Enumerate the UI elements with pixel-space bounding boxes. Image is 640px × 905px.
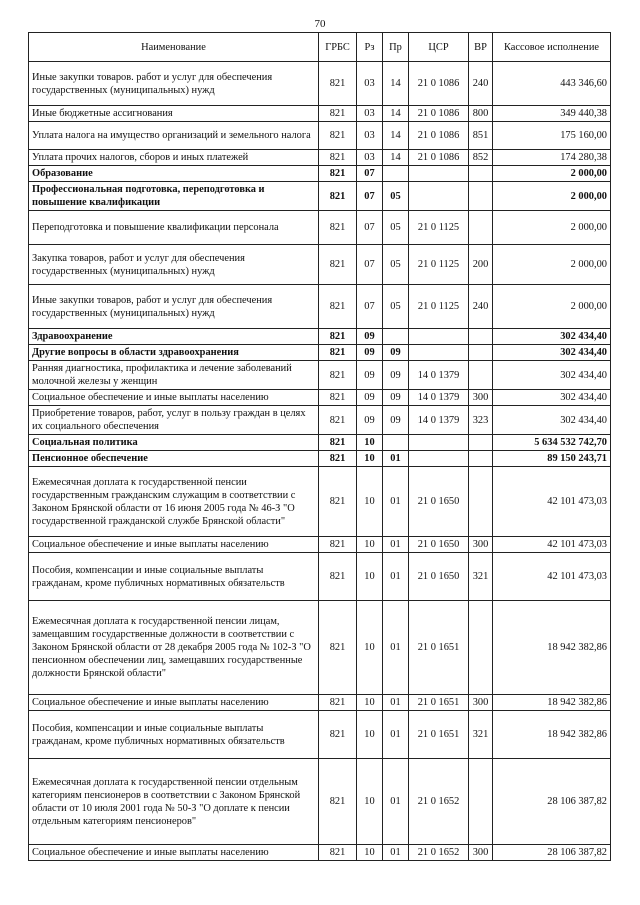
cell-csr: 21 0 1651 <box>409 711 469 759</box>
cell-name: Уплата прочих налогов, сборов и иных платежей <box>29 150 319 166</box>
cell-rz: 10 <box>357 711 383 759</box>
cell-name: Образование <box>29 166 319 182</box>
cell-vr <box>469 329 493 345</box>
cell-pr: 05 <box>383 285 409 329</box>
cell-grbs: 821 <box>319 361 357 390</box>
cell-csr: 14 0 1379 <box>409 361 469 390</box>
cell-amount: 174 280,38 <box>493 150 611 166</box>
cell-amount: 18 942 382,86 <box>493 601 611 695</box>
cell-csr <box>409 451 469 467</box>
cell-grbs: 821 <box>319 601 357 695</box>
cell-vr <box>469 759 493 845</box>
cell-vr: 852 <box>469 150 493 166</box>
cell-pr: 01 <box>383 451 409 467</box>
cell-rz: 07 <box>357 285 383 329</box>
cell-rz: 03 <box>357 122 383 150</box>
table-row <box>29 695 611 711</box>
cell-amount: 2 000,00 <box>493 245 611 285</box>
cell-amount: 2 000,00 <box>493 211 611 245</box>
cell-vr: 321 <box>469 553 493 601</box>
cell-grbs: 821 <box>319 435 357 451</box>
cell-amount: 2 000,00 <box>493 182 611 211</box>
cell-amount: 18 942 382,86 <box>493 711 611 759</box>
cell-name: Переподготовка и повышение квалификации персонала <box>29 211 319 245</box>
cell-amount: 302 434,40 <box>493 361 611 390</box>
cell-amount: 2 000,00 <box>493 285 611 329</box>
table-row <box>29 245 611 285</box>
table-row <box>29 182 611 211</box>
cell-name: Социальное обеспечение и иные выплаты населению <box>29 845 319 861</box>
cell-rz: 03 <box>357 106 383 122</box>
cell-name: Пенсионное обеспечение <box>29 451 319 467</box>
cell-rz: 09 <box>357 406 383 435</box>
cell-amount: 175 160,00 <box>493 122 611 150</box>
table-row <box>29 845 611 861</box>
cell-name: Другие вопросы в области здравоохранения <box>29 345 319 361</box>
cell-name: Социальная политика <box>29 435 319 451</box>
cell-csr <box>409 166 469 182</box>
header-grbs: ГРБС <box>319 33 357 62</box>
header-vr: ВР <box>469 33 493 62</box>
cell-grbs: 821 <box>319 245 357 285</box>
cell-csr: 21 0 1086 <box>409 106 469 122</box>
cell-grbs: 821 <box>319 345 357 361</box>
cell-amount: 89 150 243,71 <box>493 451 611 467</box>
table-row <box>29 467 611 537</box>
table-row <box>29 390 611 406</box>
cell-pr: 01 <box>383 467 409 537</box>
cell-csr: 21 0 1650 <box>409 553 469 601</box>
cell-pr: 01 <box>383 845 409 861</box>
cell-name: Пособия, компенсации и иные социальные выплаты гражданам, кроме публичных нормативных обязательств <box>29 553 319 601</box>
cell-csr: 21 0 1650 <box>409 467 469 537</box>
cell-rz: 07 <box>357 182 383 211</box>
cell-vr: 300 <box>469 695 493 711</box>
header-row <box>29 33 611 62</box>
cell-name: Приобретение товаров, работ, услуг в пользу граждан в целях их социального обеспечения <box>29 406 319 435</box>
table-row <box>29 106 611 122</box>
cell-rz: 07 <box>357 245 383 285</box>
cell-vr: 321 <box>469 711 493 759</box>
cell-rz: 10 <box>357 695 383 711</box>
table-row <box>29 537 611 553</box>
cell-grbs: 821 <box>319 182 357 211</box>
cell-rz: 10 <box>357 553 383 601</box>
cell-rz: 07 <box>357 211 383 245</box>
cell-vr <box>469 467 493 537</box>
cell-name: Иные закупки товаров, работ и услуг для обеспечения государственных (муниципальных) нужд <box>29 285 319 329</box>
cell-grbs: 821 <box>319 845 357 861</box>
cell-grbs: 821 <box>319 467 357 537</box>
cell-csr: 14 0 1379 <box>409 390 469 406</box>
cell-name: Иные бюджетные ассигнования <box>29 106 319 122</box>
cell-grbs: 821 <box>319 537 357 553</box>
cell-csr <box>409 345 469 361</box>
cell-name: Профессиональная подготовка, переподготовка и повышение квалификации <box>29 182 319 211</box>
cell-grbs: 821 <box>319 122 357 150</box>
cell-csr <box>409 182 469 211</box>
cell-grbs: 821 <box>319 406 357 435</box>
cell-csr: 21 0 1650 <box>409 537 469 553</box>
cell-rz: 10 <box>357 601 383 695</box>
cell-amount: 42 101 473,03 <box>493 467 611 537</box>
cell-amount: 349 440,38 <box>493 106 611 122</box>
cell-rz: 10 <box>357 759 383 845</box>
table-row <box>29 759 611 845</box>
cell-amount: 42 101 473,03 <box>493 537 611 553</box>
cell-pr: 09 <box>383 361 409 390</box>
cell-csr: 21 0 1652 <box>409 759 469 845</box>
cell-rz: 09 <box>357 390 383 406</box>
cell-vr <box>469 451 493 467</box>
cell-pr: 09 <box>383 390 409 406</box>
cell-name: Социальное обеспечение и иные выплаты населению <box>29 390 319 406</box>
cell-vr <box>469 166 493 182</box>
cell-csr <box>409 329 469 345</box>
header-amount: Кассовое исполнение <box>493 33 611 62</box>
cell-pr: 05 <box>383 182 409 211</box>
cell-amount: 302 434,40 <box>493 406 611 435</box>
cell-amount: 18 942 382,86 <box>493 695 611 711</box>
cell-vr: 240 <box>469 62 493 106</box>
cell-csr: 21 0 1086 <box>409 122 469 150</box>
cell-grbs: 821 <box>319 106 357 122</box>
cell-pr <box>383 435 409 451</box>
cell-amount: 2 000,00 <box>493 166 611 182</box>
cell-grbs: 821 <box>319 285 357 329</box>
cell-pr <box>383 329 409 345</box>
cell-vr <box>469 361 493 390</box>
cell-grbs: 821 <box>319 150 357 166</box>
cell-grbs: 821 <box>319 390 357 406</box>
cell-grbs: 821 <box>319 62 357 106</box>
table-row <box>29 435 611 451</box>
cell-name: Уплата налога на имущество организаций и земельного налога <box>29 122 319 150</box>
cell-csr: 21 0 1086 <box>409 62 469 106</box>
cell-vr: 851 <box>469 122 493 150</box>
cell-csr: 21 0 1652 <box>409 845 469 861</box>
table-row <box>29 601 611 695</box>
cell-vr: 800 <box>469 106 493 122</box>
table-row <box>29 451 611 467</box>
table-row <box>29 361 611 390</box>
header-rz: Рз <box>357 33 383 62</box>
cell-grbs: 821 <box>319 211 357 245</box>
cell-vr <box>469 601 493 695</box>
cell-csr: 21 0 1651 <box>409 695 469 711</box>
cell-vr <box>469 345 493 361</box>
cell-name: Социальное обеспечение и иные выплаты населению <box>29 537 319 553</box>
cell-pr: 14 <box>383 150 409 166</box>
cell-amount: 443 346,60 <box>493 62 611 106</box>
cell-vr: 300 <box>469 537 493 553</box>
cell-name: Закупка товаров, работ и услуг для обеспечения государственных (муниципальных) нужд <box>29 245 319 285</box>
cell-vr: 240 <box>469 285 493 329</box>
cell-csr: 21 0 1125 <box>409 245 469 285</box>
cell-grbs: 821 <box>319 759 357 845</box>
cell-csr: 14 0 1379 <box>409 406 469 435</box>
cell-pr: 01 <box>383 711 409 759</box>
header-name: Наименование <box>29 33 319 62</box>
cell-csr: 21 0 1125 <box>409 285 469 329</box>
cell-pr: 09 <box>383 345 409 361</box>
cell-rz: 03 <box>357 150 383 166</box>
cell-rz: 10 <box>357 537 383 553</box>
cell-grbs: 821 <box>319 451 357 467</box>
cell-amount: 5 634 532 742,70 <box>493 435 611 451</box>
budget-table <box>28 32 611 861</box>
cell-name: Ранняя диагностика, профилактика и лечение заболеваний молочной железы у женщин <box>29 361 319 390</box>
cell-pr: 14 <box>383 106 409 122</box>
cell-vr: 200 <box>469 245 493 285</box>
table-row <box>29 150 611 166</box>
cell-amount: 302 434,40 <box>493 345 611 361</box>
cell-vr: 323 <box>469 406 493 435</box>
cell-pr <box>383 166 409 182</box>
cell-rz: 10 <box>357 451 383 467</box>
table-row <box>29 406 611 435</box>
cell-pr: 09 <box>383 406 409 435</box>
cell-vr <box>469 435 493 451</box>
cell-pr: 14 <box>383 122 409 150</box>
cell-pr: 01 <box>383 601 409 695</box>
cell-amount: 42 101 473,03 <box>493 553 611 601</box>
cell-csr: 21 0 1125 <box>409 211 469 245</box>
cell-amount: 28 106 387,82 <box>493 759 611 845</box>
cell-pr: 14 <box>383 62 409 106</box>
page-number: 70 <box>314 18 326 30</box>
header-pr: Пр <box>383 33 409 62</box>
header-csr: ЦСР <box>409 33 469 62</box>
cell-amount: 302 434,40 <box>493 390 611 406</box>
cell-vr: 300 <box>469 845 493 861</box>
cell-grbs: 821 <box>319 711 357 759</box>
cell-grbs: 821 <box>319 166 357 182</box>
cell-pr: 05 <box>383 211 409 245</box>
cell-csr <box>409 435 469 451</box>
cell-pr: 01 <box>383 553 409 601</box>
cell-rz: 10 <box>357 467 383 537</box>
cell-csr: 21 0 1086 <box>409 150 469 166</box>
cell-rz: 10 <box>357 435 383 451</box>
cell-rz: 09 <box>357 345 383 361</box>
table-row <box>29 122 611 150</box>
cell-rz: 07 <box>357 166 383 182</box>
cell-pr: 01 <box>383 695 409 711</box>
cell-rz: 10 <box>357 845 383 861</box>
cell-rz: 03 <box>357 62 383 106</box>
table-row <box>29 166 611 182</box>
table-row <box>29 211 611 245</box>
table-row <box>29 345 611 361</box>
cell-grbs: 821 <box>319 329 357 345</box>
cell-name: Пособия, компенсации и иные социальные выплаты гражданам, кроме публичных нормативных обязательств <box>29 711 319 759</box>
cell-name: Ежемесячная доплата к государственной пенсии отдельным категориям пенсионеров в соответствии с Законом Брянской области от 10 июля 2001 года № 50-З "О доплате к пенсии отдельным категориям пенсионеров" <box>29 759 319 845</box>
cell-pr: 01 <box>383 537 409 553</box>
cell-vr: 300 <box>469 390 493 406</box>
table-row <box>29 329 611 345</box>
table-row <box>29 711 611 759</box>
cell-grbs: 821 <box>319 695 357 711</box>
table-row <box>29 62 611 106</box>
cell-rz: 09 <box>357 361 383 390</box>
cell-name: Ежемесячная доплата к государственной пенсии лицам, замещавшим государственные должности в соответствии с Законом Брянской области от 28 декабря 2005 года № 102-З "О пенсионном обеспечении лиц, замещавших государственные должности Брянской области" <box>29 601 319 695</box>
cell-grbs: 821 <box>319 553 357 601</box>
cell-name: Здравоохранение <box>29 329 319 345</box>
cell-amount: 28 106 387,82 <box>493 845 611 861</box>
cell-vr <box>469 182 493 211</box>
cell-name: Социальное обеспечение и иные выплаты населению <box>29 695 319 711</box>
cell-name: Иные закупки товаров. работ и услуг для обеспечения государственных (муниципальных) нужд <box>29 62 319 106</box>
table-row <box>29 285 611 329</box>
table-row <box>29 553 611 601</box>
cell-pr: 05 <box>383 245 409 285</box>
cell-name: Ежемесячная доплата к государственной пенсии государственным гражданским служащим в соответствии с Законом Брянской области от 16 июня 2005 года № 46-З "О государственной гражданской службе Брянской области" <box>29 467 319 537</box>
cell-rz: 09 <box>357 329 383 345</box>
cell-amount: 302 434,40 <box>493 329 611 345</box>
cell-pr: 01 <box>383 759 409 845</box>
cell-vr <box>469 211 493 245</box>
cell-csr: 21 0 1651 <box>409 601 469 695</box>
